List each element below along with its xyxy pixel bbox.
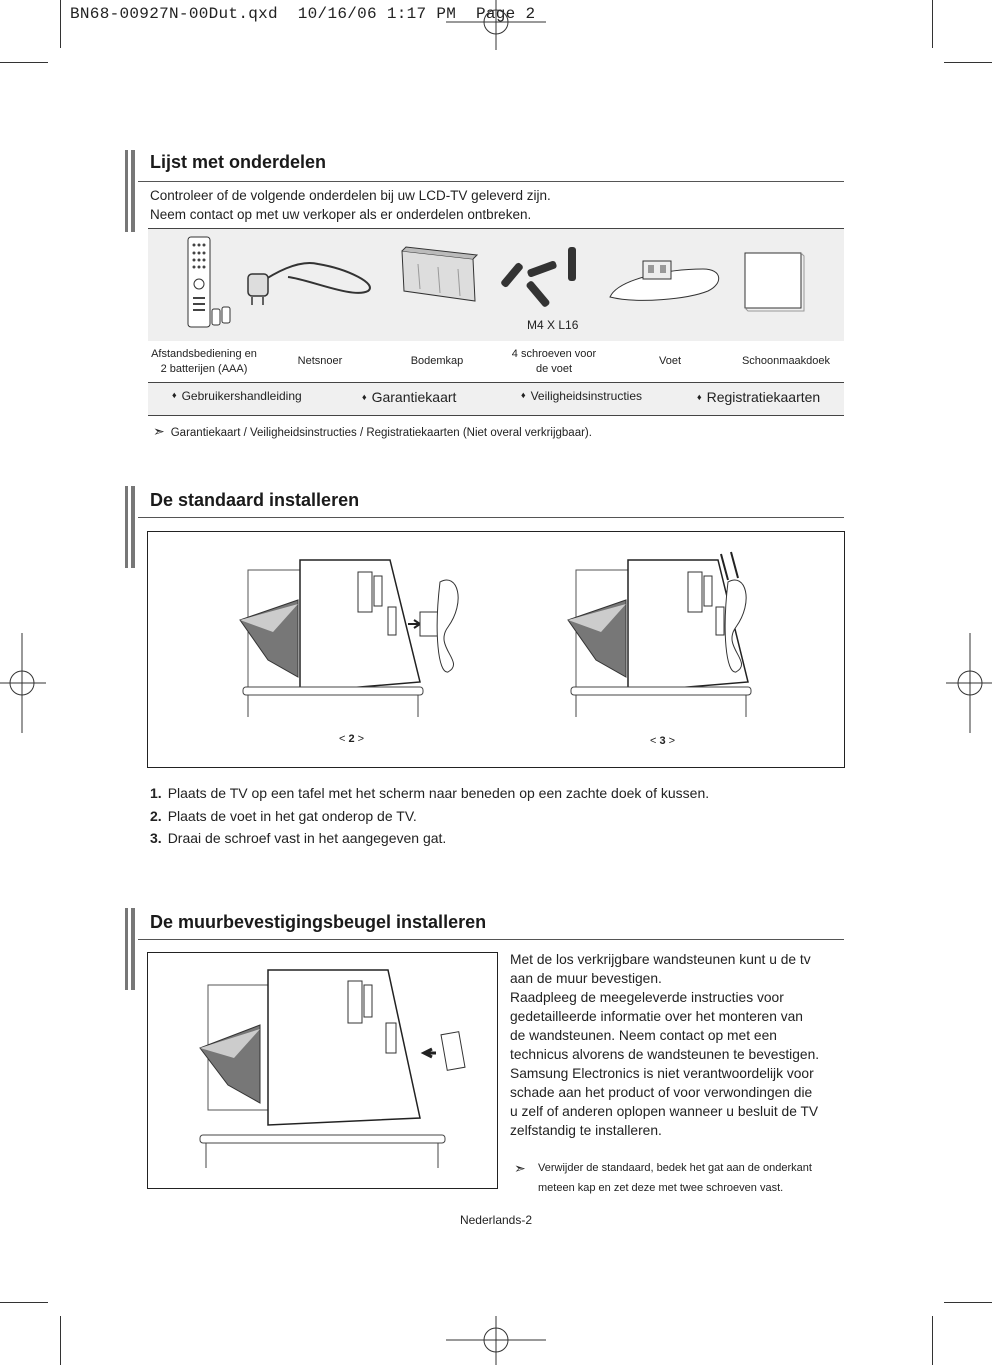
parts-intro [150,186,551,224]
wall-text-line: technicus alvorens de wandsteunen te bevestigen. [510,1047,820,1062]
part-label-line: 2 batterijen (AAA) [160,363,248,375]
registration-mark-top [446,0,546,50]
part-label-line: Schoonmaakdoek [741,355,831,367]
part-label-cover [397,354,477,369]
wall-text-line: de wandsteunen. Neem contact op met een [510,1028,777,1043]
wall-text-line: aan de muur bevestigen. [510,971,662,986]
part-label-line: de voet [535,363,573,375]
section-marker [125,150,135,232]
file-header: BN68-00927N-00Dut.qxd 10/16/06 1:17 PM Page 2 [70,5,536,23]
wall-section-title: De muurbevestigingsbeugel installeren [150,912,487,932]
tv-stand-step2-illustration [240,560,458,717]
doc-item: ♦ Registratiekaarten [697,389,821,405]
part-label-remote [146,347,262,377]
part-label-cloth [730,354,842,369]
step-text: Draai de schroef vast in het aangegeven gat. [167,830,447,846]
parts-note [153,423,592,440]
note-arrow-icon: ➣ [153,423,165,439]
note-line: meteen kap en zet deze met twee schroeven vast. [538,1182,784,1194]
wall-text-line: Raadpleeg de meegeleverde instructies voor [510,990,784,1005]
wall-text-line: u zelf of anderen oplopen wanneer u besluit de TV [510,1104,819,1119]
fig-bracket: > [665,735,676,747]
part-label-cord [280,354,360,369]
part-label-line: Afstandsbediening en [151,348,257,360]
part-label-stand [640,354,700,369]
crop-mark [944,1302,992,1303]
wall-text-line: gedetailleerde informatie over het monteren van [510,1009,803,1024]
crop-mark [944,62,992,63]
fig-bracket: > [354,733,365,745]
note-arrow-icon: ➣ [514,1160,526,1176]
crop-mark [0,62,48,63]
power-cord-icon [248,263,370,305]
crop-mark [60,1316,61,1365]
note-text: Garantiekaart / Veiligheidsinstructies / Registratiekaarten (Niet overal verkrijgbaar). [170,427,592,439]
section-rule [138,517,844,518]
registration-mark-right [946,633,992,733]
parts-section-title: Lijst met onderdelen [150,152,327,172]
doc-label: Garantiekaart [371,389,457,405]
intro-line: Neem contact op met uw verkoper als er onderdelen ontbreken. [150,207,532,222]
section-rule [138,181,844,182]
fig-bracket: < [650,735,660,747]
wall-note [514,1158,844,1198]
registration-mark-bottom [446,1316,546,1365]
stand-steps [150,782,709,850]
figure-label [650,735,675,747]
wall-description [510,950,845,1140]
page-footer: Nederlands-2 [459,1213,533,1227]
figure-label [339,733,364,745]
crop-mark [932,1316,933,1365]
doc-item: ♦ Veiligheidsinstructies [521,389,642,403]
doc-item: ♦ Gebruikershandleiding [172,389,302,403]
bottom-cover-icon [402,247,477,301]
part-label-line: Voet [658,355,682,367]
fig-bracket: < [339,733,349,745]
parts-illustrations [148,229,844,340]
section-marker [125,908,135,990]
doc-item: ♦ Garantiekaart [362,389,457,405]
stand-icon [610,261,719,300]
wall-text-line: zelfstandig te installeren. [510,1123,662,1138]
section-marker [125,486,135,568]
wall-mount-illustration [148,953,495,1186]
stand-section-title: De standaard installeren [150,490,360,510]
step-number: 2. [150,807,162,824]
fig-number: 3 [659,735,666,747]
doc-label: Veiligheidsinstructies [530,389,642,403]
intro-line: Controleer of de volgende onderdelen bij uw LCD-TV geleverd zijn. [150,188,551,203]
crop-mark [0,1302,48,1303]
step-text: Plaats de voet in het gat onderop de TV. [167,807,417,824]
fig-number: 2 [348,733,355,745]
doc-label: Gebruikershandleiding [181,389,302,403]
step-item [150,782,709,805]
doc-label: Registratiekaarten [706,389,821,405]
part-label-line: Bodemkap [410,355,464,367]
part-label-line: 4 schroeven voor [511,348,597,360]
note-line: Verwijder de standaard, bedek het gat aan de onderkant [538,1162,812,1174]
step-number: 3. [150,830,162,846]
cleaning-cloth-icon [745,253,804,311]
tv-stand-step3-illustration [568,552,751,717]
crop-mark [932,0,933,48]
wall-text-line: schade aan het product of voor verwondingen die [510,1085,813,1100]
step-text: Plaats de TV op een tafel met het scherm naar beneden op een zachte doek of kussen. [167,785,710,801]
step-number: 1. [150,785,162,801]
screw-size-label: M4 X L16 [527,318,579,332]
wall-text-line: Samsung Electronics is niet verantwoordelijk voor [510,1066,814,1081]
step-item [150,827,709,850]
screws-icon [500,247,576,308]
remote-control-icon [188,237,230,327]
step-item [150,805,709,828]
stand-illustrations [148,532,842,765]
wall-text-line: Met de los verkrijgbare wandsteunen kunt u de tv [510,952,811,967]
part-label-line: Netsnoer [297,355,343,367]
registration-mark-left [0,633,46,733]
part-label-screws [500,347,608,377]
crop-mark [60,0,61,48]
section-rule [138,939,844,940]
